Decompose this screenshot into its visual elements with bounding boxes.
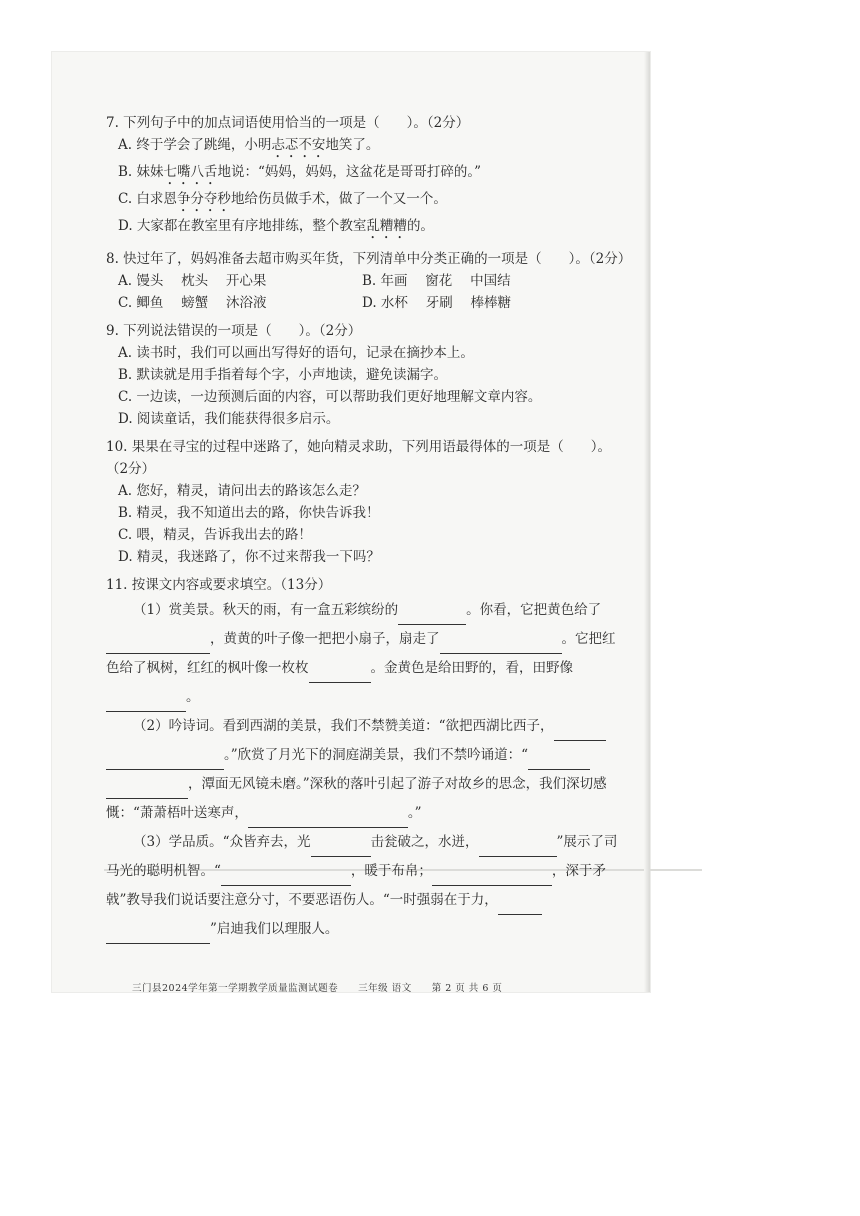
- emphasized-word: 乱糟糟: [366, 218, 407, 234]
- question-7-option-c: C. 白求恩争分夺秒地给伤员做手术，做了一个又一个。: [118, 191, 447, 207]
- question-9-option-a: A. 读书时，我们可以画出写得好的语句，记录在摘抄本上。: [118, 345, 474, 361]
- question-11-part-1: （1）赏美景。秋天的雨，有一盒五彩缤纷的 。你看，它把黄色给了，黄黄的叶子像一把把小扇子，扇走了 。它把红色给了枫树，红红的枫叶像一枚枚 。金黄色是给田野的，看，田野像。: [106, 596, 626, 712]
- exam-sheet: [52, 52, 650, 992]
- question-7-option-a: A. 终于学会了跳绳，小明忐忑不安地笑了。: [118, 137, 380, 153]
- question-11-part-3: （3）学品质。“众皆弃去，光 击瓮破之，水迸， ”展示了司马光的聪明机智。“ ，暖于布帛； ，深于矛戟”教导我们说话要注意分寸，不要恶语伤人。“一时强弱在于力，”启迪我们以理服人。: [106, 828, 626, 944]
- question-9-option-d: D. 阅读童话，我们能获得很多启示。: [118, 411, 340, 427]
- question-9-option-b: B. 默读就是用手指着每个字，小声地读，避免读漏字。: [118, 367, 448, 383]
- question-8: [106, 248, 632, 314]
- fill-blank[interactable]: [498, 898, 542, 915]
- fill-blank[interactable]: [311, 840, 371, 857]
- question-11: [106, 574, 626, 944]
- question-9-option-c: C. 一边读，一边预测后面的内容，可以帮助我们更好地理解文章内容。: [118, 389, 542, 405]
- question-11-stem: 11. 按课文内容或要求填空。（13分）: [106, 577, 332, 593]
- fill-blank[interactable]: [554, 724, 606, 741]
- question-11-part-2: （2）吟诗词。看到西湖的美景，我们不禁赞美道：“欲把西湖比西子，。”欣赏了月光下的洞庭湖美景，我们不禁吟诵道：“，潭面无风镜未磨。”深秋的落叶引起了游子对故乡的思念，我们深切感慨：“萧萧梧叶送寒声， 。”: [106, 712, 626, 828]
- fill-blank[interactable]: [440, 637, 562, 654]
- fill-blank[interactable]: [398, 608, 466, 625]
- question-9: [106, 320, 626, 430]
- question-8-option-b: B. 年画 窗花 中国结: [362, 273, 511, 289]
- page-footer: 三门县2024学年第一学期教学质量监测试题卷 三年级 语文 第 2 页 共 6 页: [132, 983, 503, 994]
- fill-blank[interactable]: [248, 811, 408, 828]
- question-7-stem: 7. 下列句子中的加点词语使用恰当的一项是（ ）。（2分）: [106, 115, 470, 131]
- exam-content: [106, 112, 632, 944]
- emphasized-word: 忐忑不安: [271, 137, 326, 153]
- fill-blank[interactable]: [528, 753, 590, 770]
- question-7-option-b: B. 妹妹七嘴八舌地说：“妈妈，妈妈，这盆花是哥哥打碎的。”: [118, 164, 482, 180]
- fill-blank[interactable]: [106, 927, 210, 944]
- question-10: [106, 436, 626, 568]
- question-8-options-row-2: [106, 292, 626, 314]
- fill-blank[interactable]: [106, 695, 186, 712]
- emphasized-word: 争分夺秒: [176, 191, 231, 207]
- question-8-stem: 8. 快过年了，妈妈准备去超市购买年货，下列清单中分类正确的一项是（ ）。（2分）: [106, 251, 632, 267]
- question-7: [106, 112, 626, 242]
- question-10-option-b: B. 精灵，我不知道出去的路，你快告诉我！: [118, 505, 380, 521]
- fill-blank[interactable]: [221, 869, 351, 886]
- fill-blank[interactable]: [309, 666, 371, 683]
- fill-blank[interactable]: [479, 840, 557, 857]
- question-8-option-d: D. 水杯 牙刷 棒棒糖: [362, 295, 512, 311]
- question-9-stem: 9. 下列说法错误的一项是（ ）。（2分）: [106, 323, 362, 339]
- emphasized-word: 七嘴八舌: [163, 164, 218, 180]
- fill-blank[interactable]: [106, 782, 188, 799]
- question-8-options-row-1: [106, 270, 626, 292]
- question-10-option-c: C. 喂，精灵，告诉我出去的路！: [118, 527, 312, 543]
- question-10-option-d: D. 精灵，我迷路了，你不过来帮我一下吗？: [118, 549, 380, 565]
- fill-blank[interactable]: [432, 869, 552, 886]
- question-8-option-a: A. 馒头 枕头 开心果: [118, 273, 267, 289]
- question-7-option-d: D. 大家都在教室里有序地排练，整个教室乱糟糟的。: [118, 218, 434, 234]
- question-10-option-a: A. 您好，精灵，请问出去的路该怎么走？: [118, 483, 366, 499]
- fill-blank[interactable]: [106, 637, 210, 654]
- fill-blank[interactable]: [106, 753, 224, 770]
- question-10-stem: 10. 果果在寻宝的过程中迷路了，她向精灵求助，下列用语最得体的一项是（ ）。（2分）: [106, 439, 612, 477]
- question-8-option-c: C. 鲫鱼 螃蟹 沐浴液: [118, 295, 267, 311]
